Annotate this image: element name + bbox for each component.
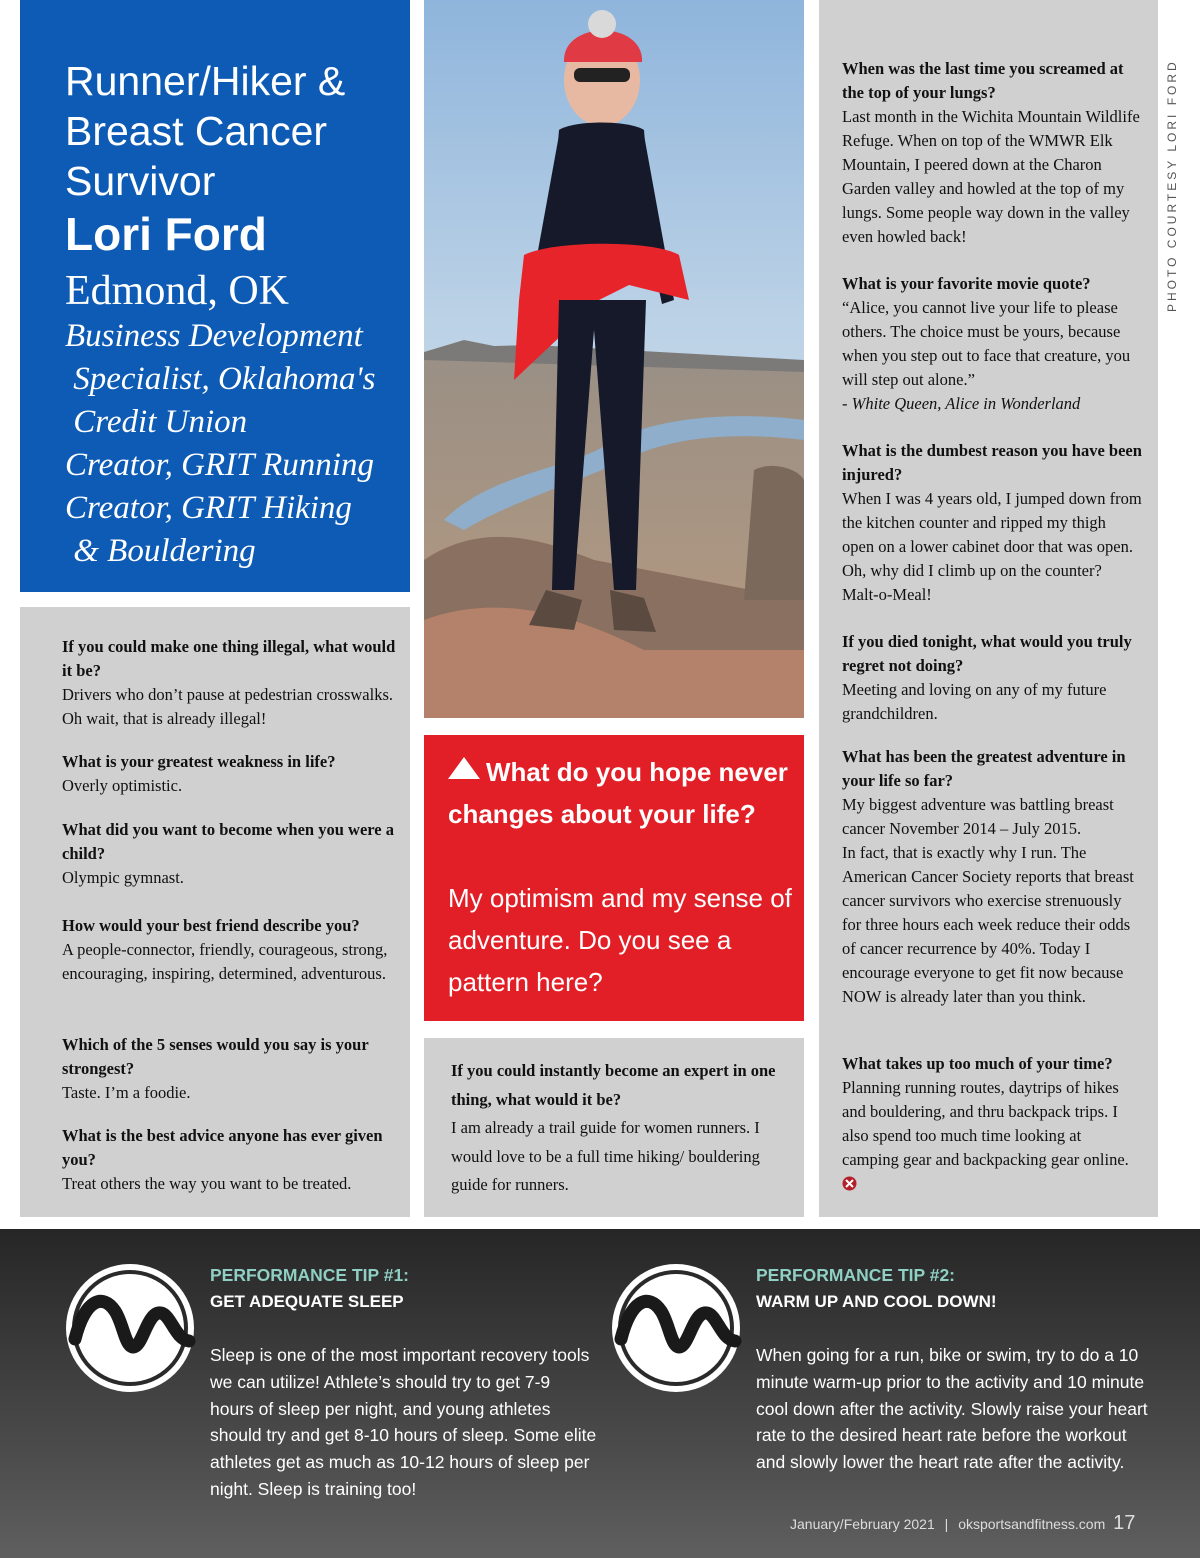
tip-1-subtitle: GET ADEQUATE SLEEP <box>210 1292 404 1311</box>
question: What takes up too much of your time? <box>842 1054 1113 1073</box>
qa-item <box>842 745 1142 1009</box>
page-number: 17 <box>1113 1512 1136 1534</box>
question: If you could instantly become an expert in one thing, what would it be? <box>451 1061 776 1109</box>
triangle-up-icon <box>448 757 480 779</box>
answer: Olympic gymnast. <box>62 868 184 887</box>
answer: Taste. I’m a foodie. <box>62 1083 191 1102</box>
question: What is your greatest weakness in life? <box>62 752 336 771</box>
question: What is the best advice anyone has ever given you? <box>62 1126 383 1169</box>
end-mark-icon <box>842 1176 857 1191</box>
question: Which of the 5 senses would you say is your strongest? <box>62 1035 369 1078</box>
performance-tips-band <box>0 1229 1200 1558</box>
highlight-question <box>448 751 793 835</box>
question: If you could make one thing illegal, what would it be? <box>62 637 396 680</box>
highlight-box <box>424 735 804 1021</box>
hiker-photo-illustration <box>424 0 804 718</box>
tip-2-title: PERFORMANCE TIP #2: <box>756 1265 956 1285</box>
website: oksportsandfitness.com <box>958 1516 1106 1532</box>
qa-item <box>451 1057 786 1200</box>
qa-item <box>842 1052 1142 1196</box>
qa-item <box>62 818 397 890</box>
tip-1-body: Sleep is one of the most important recovery tools we can utilize! Athlete’s should try to get 7-9 hours of sleep per night, and young athletes should try and get 8-10 hours of sleep. Some elite athletes get as much as 10-12 hours of sleep per night. Sleep is training too! <box>210 1345 597 1499</box>
issue-date: January/February 2021 <box>790 1516 935 1532</box>
answer: When I was 4 years old, I jumped down from the kitchen counter and ripped my thigh open on a lower cabinet door that was open. Oh, why did I climb up on the counter? Malt-o-Meal! <box>842 489 1142 604</box>
title-box <box>20 0 410 592</box>
qa-item <box>62 635 397 731</box>
answer <box>842 1076 1142 1196</box>
qa-item <box>62 914 397 986</box>
roles: Business Development Specialist, Oklahoma's Credit Union Creator, GRIT Running Creator, GRIT Hiking & Bouldering <box>65 318 376 569</box>
answer: My biggest adventure was battling breast cancer November 2014 – July 2015. In fact, that is exactly why I run. The American Cancer Society reports that breast cancer survivors who exercise strenuously for three hours each week reduce their odds of cancer recurrence by 40%. Today I encourage everyone to get fit now because NOW is already later than you think. <box>842 795 1134 1006</box>
answer: A people-connector, friendly, courageous, strong, encouraging, inspiring, determined, adventurous. <box>62 940 388 983</box>
answer: Overly optimistic. <box>62 776 183 795</box>
answer: “Alice, you cannot live your life to please others. The choice must be yours, because when you step out to face that creature, you will step out alone.” <box>842 298 1131 389</box>
portrait-photo <box>424 0 804 718</box>
question: How would your best friend describe you? <box>62 916 360 935</box>
answer: Last month in the Wichita Mountain Wildlife Refuge. When on top of the WMWR Elk Mountain, I peered down at the Charon Garden valley and howled at the top of my lungs. Some people way down in the valley even howled back! <box>842 107 1140 246</box>
highlight-answer: My optimism and my sense of adventure. Do you see a pattern here? <box>448 883 792 997</box>
quote-citation: - White Queen, Alice in Wonderland <box>842 394 1081 413</box>
location: Edmond, OK <box>65 268 289 314</box>
footer-separator: | <box>944 1516 949 1532</box>
photo-credit <box>1163 59 1185 312</box>
photo-credit-text: PHOTO COURTESY LORI FORD <box>1165 59 1179 312</box>
answer-text: Planning running routes, daytrips of hikes and bouldering, and thru backpack trips. I also spend too much time looking at camping gear and backpacking gear online. <box>842 1078 1129 1169</box>
question: What did you want to become when you were a child? <box>62 820 394 863</box>
qa-item <box>62 1033 397 1105</box>
qa-item <box>62 1124 397 1196</box>
answer: Treat others the way you want to be treated. <box>62 1174 352 1193</box>
question: What is the dumbest reason you have been injured? <box>842 441 1142 484</box>
qa-item <box>842 439 1142 607</box>
right-qa-panel <box>819 0 1158 1217</box>
tip-2-subtitle: WARM UP AND COOL DOWN! <box>756 1292 997 1311</box>
mid-qa-panel <box>424 1038 804 1217</box>
tip-1-title: PERFORMANCE TIP #1: <box>210 1265 410 1285</box>
headline: Runner/Hiker & Breast Cancer Survivor <box>65 58 346 204</box>
qa-item <box>842 630 1142 726</box>
answer: Drivers who don’t pause at pedestrian crosswalks. Oh wait, that is already illegal! <box>62 685 393 728</box>
answer: I am already a trail guide for women runners. I would love to be a full time hiking/ bouldering guide for runners. <box>451 1118 760 1194</box>
left-qa-panel <box>20 607 410 1217</box>
m-logo-icon <box>63 1261 197 1395</box>
question: If you died tonight, what would you truly regret not doing? <box>842 632 1132 675</box>
qa-item <box>62 750 397 798</box>
person-name: Lori Ford <box>65 208 267 260</box>
qa-item <box>842 57 1142 249</box>
m-logo-icon <box>609 1261 743 1395</box>
question: When was the last time you screamed at the top of your lungs? <box>842 59 1124 102</box>
highlight-question-text: What do you hope never changes about your life? <box>448 757 788 829</box>
tip-2-body: When going for a run, bike or swim, try to do a 10 minute warm-up prior to the activity and 10 minute cool down after the activity. Slowly raise your heart rate to the desired heart rate before the workout and slowly lower the heart rate after the activity. <box>756 1345 1148 1473</box>
question: What is your favorite movie quote? <box>842 274 1091 293</box>
page-footer <box>790 1512 1135 1535</box>
qa-item <box>842 272 1142 416</box>
question: What has been the greatest adventure in your life so far? <box>842 747 1126 790</box>
answer: Meeting and loving on any of my future grandchildren. <box>842 680 1107 723</box>
